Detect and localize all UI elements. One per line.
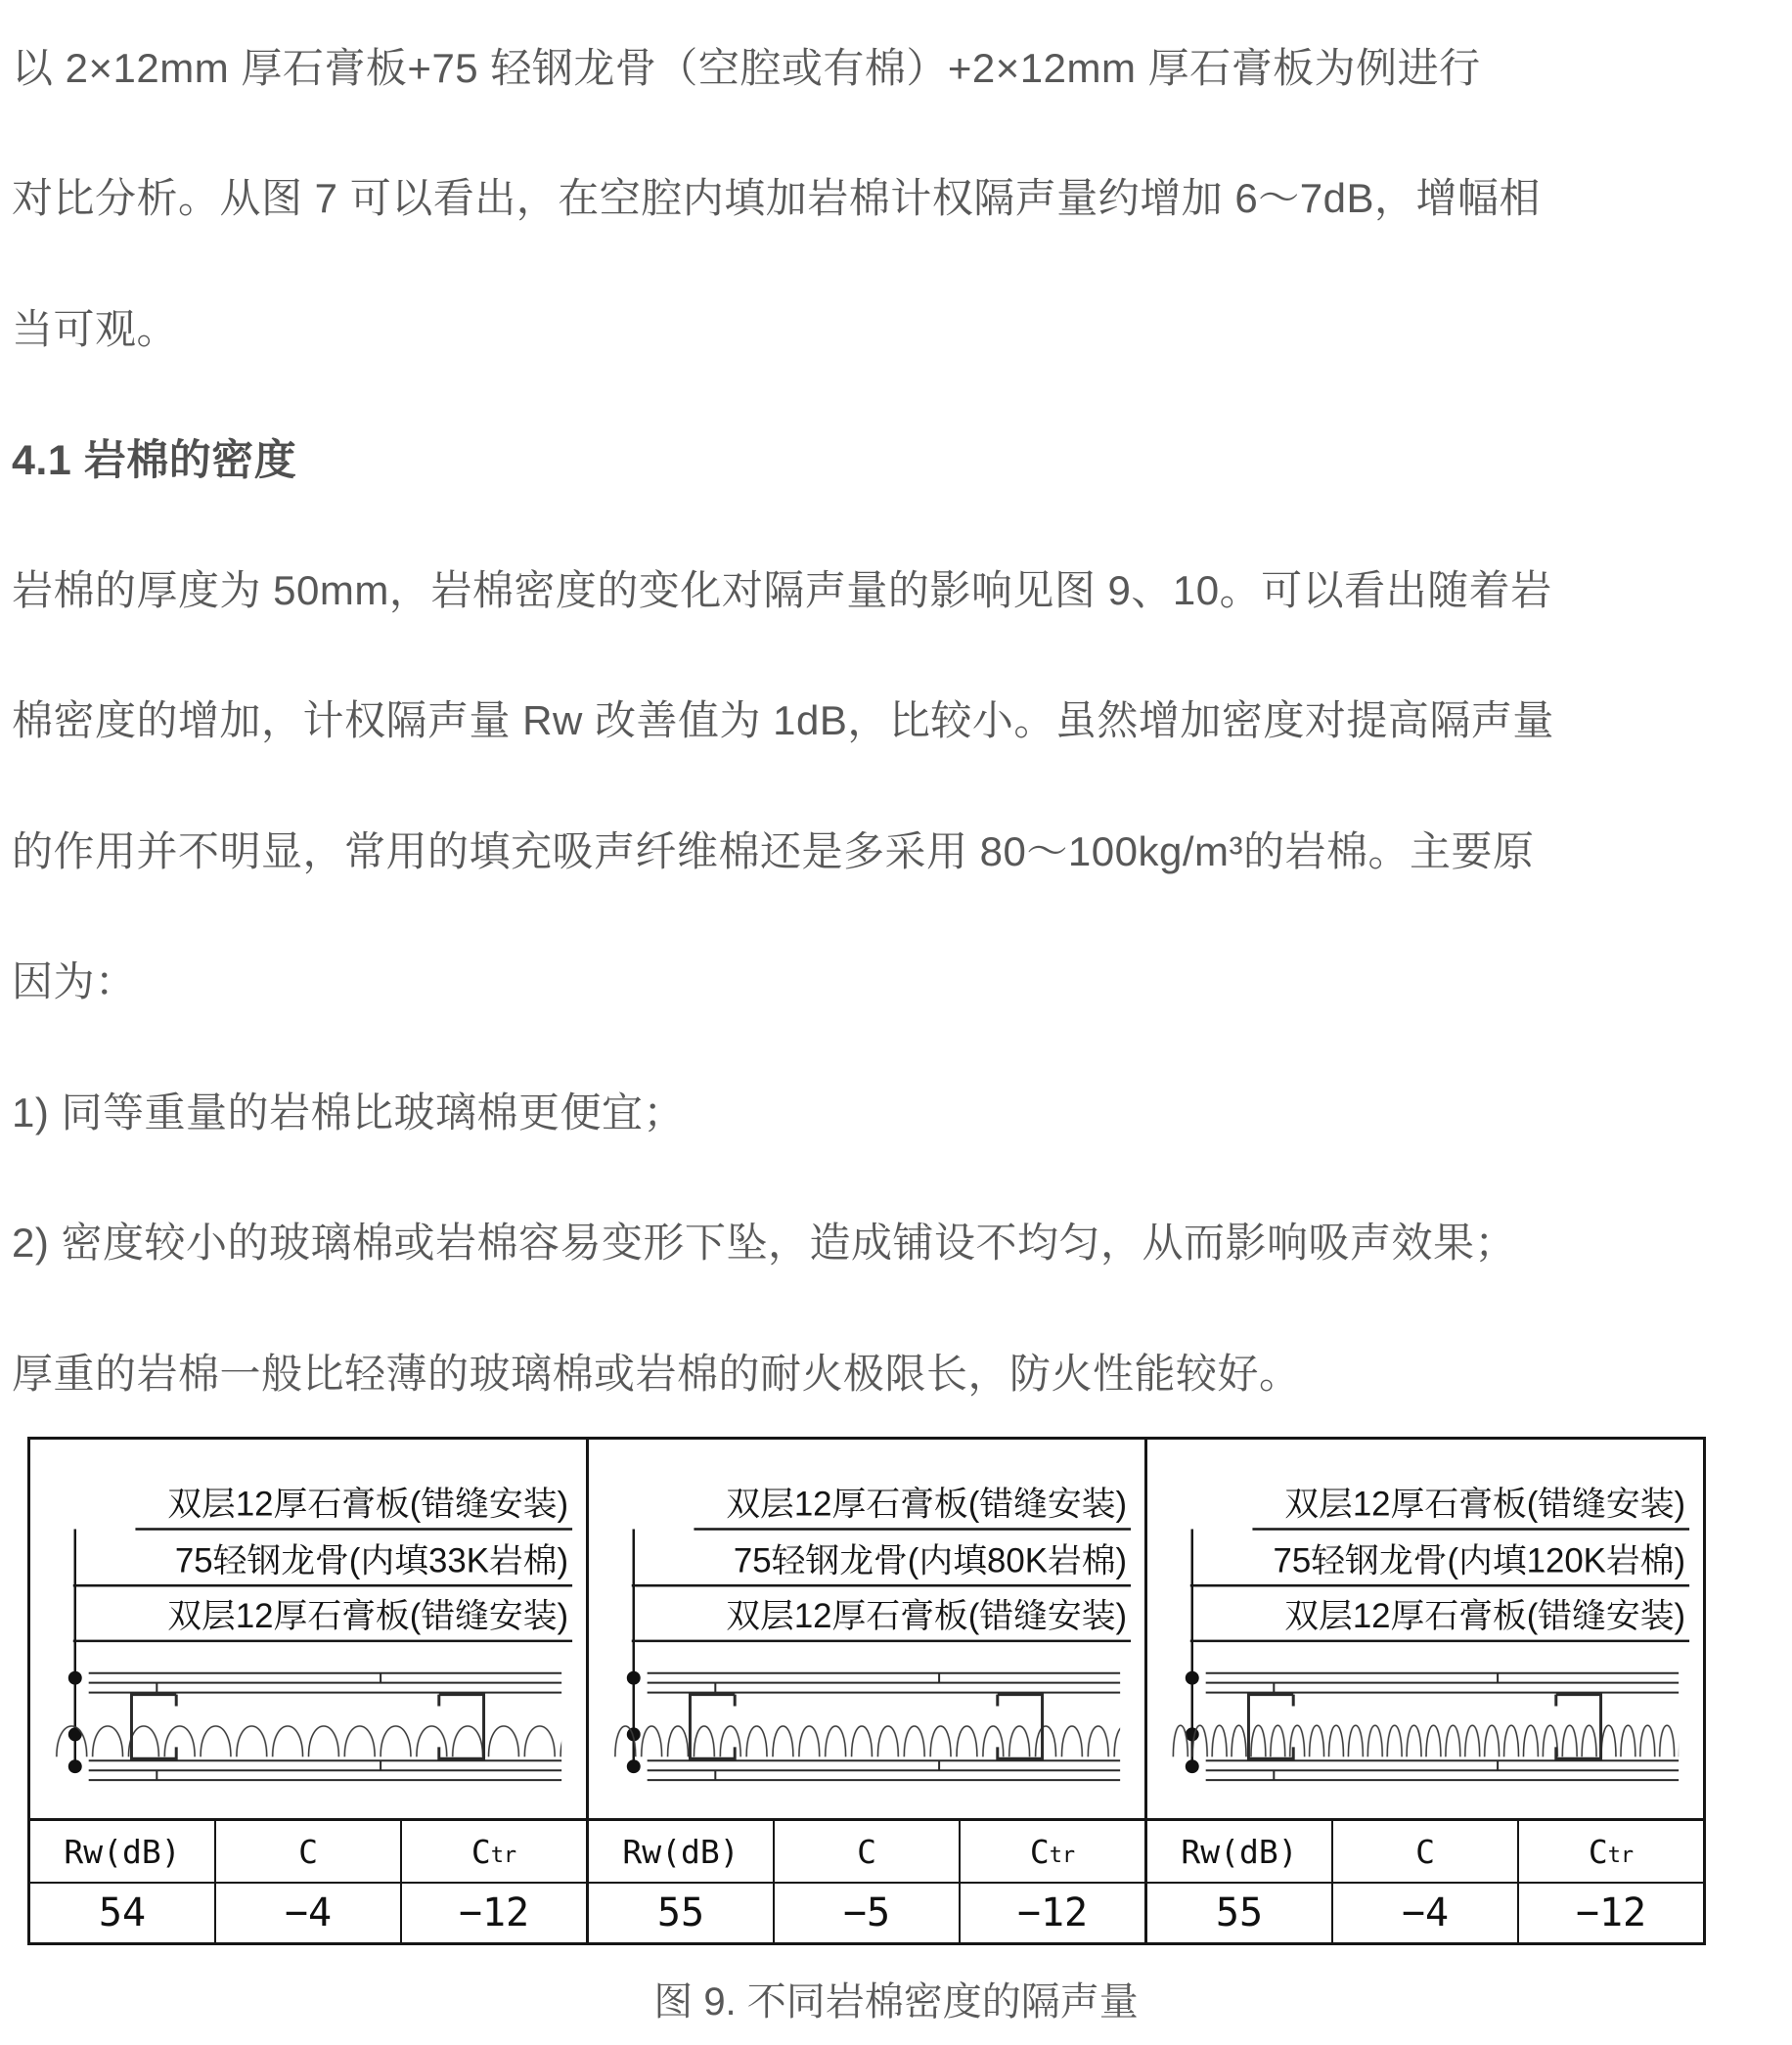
- table-value-row: [30, 1884, 586, 1942]
- layer-label-bottom-board: 双层12厚石膏板(错缝安装): [726, 1596, 1128, 1635]
- rock-wool-infill: [1171, 1710, 1679, 1758]
- rock-wool-infill: [612, 1710, 1120, 1758]
- cross-section-drawing: [589, 1440, 1144, 1819]
- paragraph-line: 岩棉的厚度为 50mm，岩棉密度的变化对隔声量的影响见图 9、10。可以看出随着岩: [12, 566, 1552, 613]
- header-ctr: C tr: [1029, 1832, 1076, 1871]
- result-table-33k: [30, 1818, 586, 1942]
- wall-panel-80k: [589, 1440, 1147, 1942]
- bottom-board-lines: [648, 1760, 1120, 1780]
- value-rw: 54: [30, 1884, 216, 1942]
- bottom-board-lines: [89, 1760, 561, 1780]
- header-c: C: [216, 1821, 402, 1882]
- value-ctr: −12: [1016, 1890, 1089, 1936]
- value-c: −5: [775, 1884, 961, 1942]
- bottom-board-lines: [1206, 1760, 1679, 1780]
- figure-9: [27, 1437, 1706, 1945]
- value-rw: 55: [589, 1884, 775, 1942]
- layer-label-top-board: 双层12厚石膏板(错缝安装): [167, 1485, 569, 1524]
- leader-dot: [627, 1670, 641, 1684]
- cross-section-drawing: [30, 1440, 586, 1819]
- table-header-row: [589, 1821, 1144, 1884]
- paragraph-line: 对比分析。从图 7 可以看出，在空腔内填加岩棉计权隔声量约增加 6～7dB，增幅相: [12, 175, 1541, 222]
- top-board-lines: [1206, 1672, 1679, 1692]
- table-value-row: [589, 1884, 1144, 1942]
- layer-label-stud: 75轻钢龙骨(内填80K岩棉): [733, 1540, 1128, 1579]
- table-header-row: [1147, 1821, 1703, 1884]
- leader-dot: [68, 1759, 82, 1773]
- layer-label-stud: 75轻钢龙骨(内填120K岩棉): [1273, 1540, 1686, 1579]
- rock-wool-infill: [54, 1710, 561, 1758]
- layer-label-stud: 75轻钢龙骨(内填33K岩棉): [174, 1540, 569, 1579]
- value-ctr: −12: [1575, 1890, 1647, 1936]
- paragraph-line: 厚重的岩棉一般比轻薄的玻璃棉或岩棉的耐火极限长，防火性能较好。: [12, 1350, 1301, 1397]
- paragraph-line: 因为：: [12, 958, 137, 1005]
- header-rw: Rw(dB): [30, 1821, 216, 1882]
- leader-dot: [1186, 1759, 1199, 1773]
- leader-dot: [627, 1759, 641, 1773]
- layer-label-bottom-board: 双层12厚石膏板(错缝安装): [1284, 1596, 1686, 1635]
- value-rw: 55: [1147, 1884, 1333, 1942]
- header-ctr: C tr: [470, 1832, 517, 1871]
- table-header-row: [30, 1821, 586, 1884]
- header-c: C: [1333, 1821, 1519, 1882]
- paragraph-line: 的作用并不明显，常用的填充吸声纤维棉还是多采用 80～100kg/m³的岩棉。主要原: [12, 827, 1535, 874]
- wall-panel-33k: [30, 1440, 589, 1942]
- leader-dot: [1186, 1670, 1199, 1684]
- header-rw: Rw(dB): [1147, 1821, 1333, 1882]
- layer-label-top-board: 双层12厚石膏板(错缝安装): [726, 1485, 1128, 1524]
- table-value-row: [1147, 1884, 1703, 1942]
- value-c: −4: [1333, 1884, 1519, 1942]
- result-table-80k: [589, 1818, 1144, 1942]
- layer-label-top-board: 双层12厚石膏板(错缝安装): [1284, 1485, 1686, 1524]
- cross-section-80k: [589, 1440, 1144, 1819]
- top-board-lines: [648, 1672, 1120, 1692]
- layer-label-bottom-board: 双层12厚石膏板(错缝安装): [167, 1596, 569, 1635]
- value-ctr: −12: [458, 1890, 530, 1936]
- top-board-lines: [89, 1672, 561, 1692]
- wall-panel-120k: [1147, 1440, 1703, 1942]
- header-ctr: C tr: [1588, 1832, 1635, 1871]
- list-item-line: 2) 密度较小的玻璃棉或岩棉容易变形下坠，造成铺设不均匀，从而影响吸声效果；: [12, 1220, 1517, 1267]
- value-c: −4: [216, 1884, 402, 1942]
- section-heading: 4.1 岩棉的密度: [12, 436, 297, 484]
- result-table-120k: [1147, 1818, 1703, 1942]
- paragraph-line: 以 2×12mm 厚石膏板+75 轻钢龙骨（空腔或有棉）+2×12mm 厚石膏板为例进行: [12, 44, 1481, 91]
- cross-section-drawing: [1147, 1440, 1703, 1819]
- paragraph-line: 棉密度的增加，计权隔声量 Rw 改善值为 1dB，比较小。虽然增加密度对提高隔声量: [12, 697, 1554, 744]
- header-c: C: [775, 1821, 961, 1882]
- leader-dot: [68, 1670, 82, 1684]
- header-rw: Rw(dB): [589, 1821, 775, 1882]
- figure-caption: 图 9. 不同岩棉密度的隔声量: [653, 1979, 1139, 2023]
- cross-section-33k: [30, 1440, 586, 1819]
- paragraph-line: 当可观。: [12, 305, 179, 352]
- list-item-line: 1) 同等重量的岩棉比玻璃棉更便宜；: [12, 1089, 686, 1135]
- cross-section-120k: [1147, 1440, 1703, 1819]
